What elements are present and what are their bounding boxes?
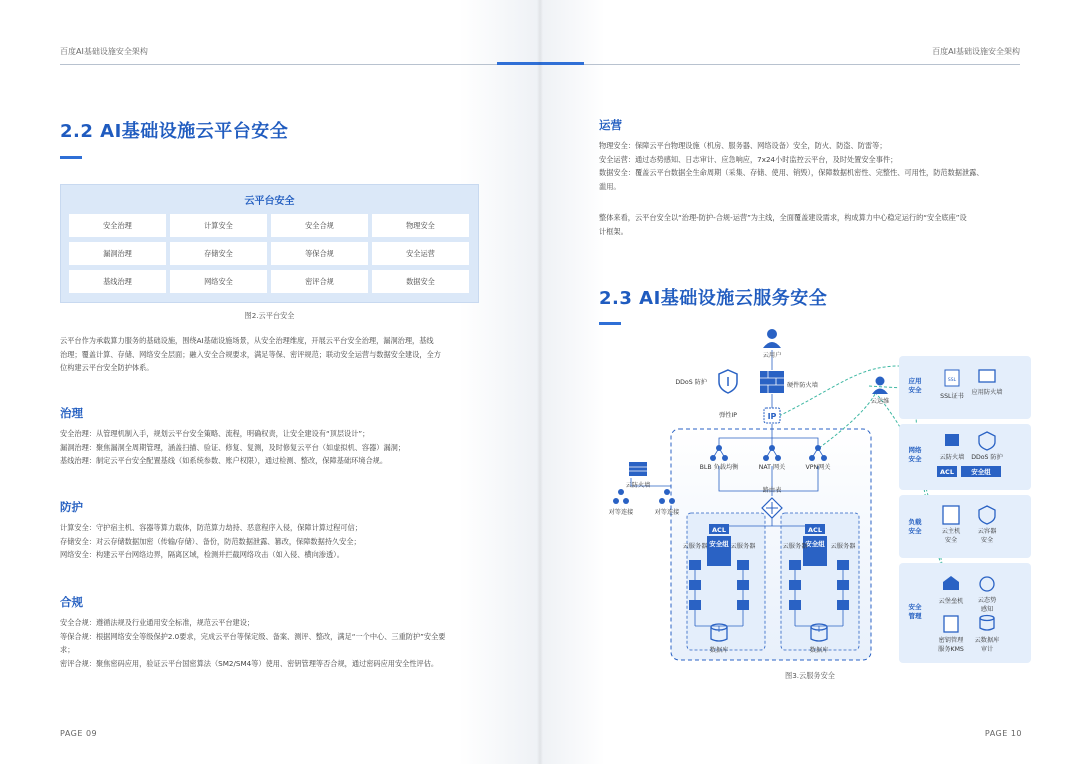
- ip-text: IP: [767, 412, 777, 421]
- label-cloud-ops: 云运维: [870, 398, 890, 405]
- section-bar: [599, 322, 621, 325]
- label-situation-2: 感知: [980, 606, 994, 613]
- label-kms-2: 服务KMS: [938, 646, 964, 653]
- cloud-user-icon: [763, 329, 781, 348]
- label-db-audit-2: 审计: [980, 646, 994, 653]
- section-title-2-2: 2.2 AI基础设施云平台安全: [60, 121, 289, 142]
- label-peer-1: 对等连接: [608, 509, 634, 516]
- header-rule-right: [540, 64, 1020, 65]
- protection-line: 存储安全：对云存储数据加密（传输/存储）、备份，防范数据泄露、篡改，保障数据持久安全；: [60, 536, 361, 546]
- label-ssl: SSL证书: [940, 393, 964, 400]
- cell-crypto-compliance: 密评合规: [271, 270, 368, 293]
- kms-icon: [944, 616, 958, 632]
- panel-cat-load-1: 负载: [908, 518, 922, 526]
- panel-cat-net-2: 安全: [908, 455, 922, 463]
- label-db-left: 数据库: [709, 647, 729, 654]
- operations-line: 物理安全：保障云平台物理设施（机房、服务器、网络设备）安全，防火、防盗、防雷等；: [599, 141, 887, 150]
- compliance-line: 求；: [60, 645, 75, 654]
- label-container-sec-2: 安全: [980, 537, 994, 544]
- cloud-firewall-icon: [629, 462, 647, 476]
- ddos-shield-icon: [719, 370, 737, 393]
- label-ddos: DDoS 防护: [675, 379, 707, 386]
- cell-network-security: 网络安全: [170, 270, 267, 293]
- summary-line: 计框架。: [599, 226, 628, 236]
- sg-left-text: 安全组: [709, 540, 729, 548]
- governance-line: 安全治理：从管理机制入手，规划云平台安全策略、流程，明确权责，让安全建设有“顶层设计”；: [60, 429, 370, 438]
- operations-paragraph: [599, 139, 1029, 193]
- figure-2-caption: 图2.云平台安全: [244, 311, 295, 320]
- operations-line: 滥用。: [599, 181, 621, 191]
- compliance-line: 密评合规：聚焦密码应用，验证云平台国密算法（SM2/SM4等）使用、密钥管理等否合规，通过密码应用安全性评估。: [60, 658, 439, 668]
- figure-title: 云平台安全: [244, 196, 295, 207]
- label-hardware-firewall: 硬件防火墙: [787, 382, 818, 389]
- label-host-sec-1: 云主机: [941, 528, 961, 535]
- protection-line: 计算安全：守护宿主机、容器等算力载体，防范算力劫持、恶意程序入侵，保障计算过程可信；: [60, 523, 362, 532]
- label-container-sec-1: 云容器: [977, 528, 997, 535]
- label-server-r2: 云服务器: [830, 543, 856, 550]
- sg-right-text: 安全组: [805, 540, 825, 548]
- label-db-right: 数据库: [809, 647, 829, 654]
- running-header-left: 百度AI基础设施安全架构: [60, 47, 148, 56]
- panel-cat-app-1: 应用: [908, 377, 922, 385]
- subheading-protection: 防护: [60, 500, 83, 514]
- waf-icon: [979, 370, 995, 382]
- cloud-platform-security-figure: [60, 184, 479, 303]
- panel-cat-mgmt-1: 安全: [908, 603, 922, 611]
- label-ddos-panel: DDoS 防护: [971, 454, 1003, 461]
- host-security-icon: [943, 506, 959, 524]
- label-blb: BLB 负载均衡: [699, 464, 739, 471]
- panel-cat-app-2: 安全: [908, 386, 922, 394]
- label-vpn: VPN网关: [805, 464, 831, 471]
- compliance-line: 等保合规：根据网络安全等级保护2.0要求，完成云平台等保定级、备案、测评、整改，满足“一个中心、三重防护”安全要: [60, 631, 446, 641]
- cell-mlps-compliance: 等保合规: [271, 242, 368, 265]
- intro-line: 治理；覆盖计算、存储、网络安全层面；融入安全合规要求，满足等保、密评规范；联动安全运营与数据安全建设，全方: [60, 349, 441, 359]
- label-peer-2: 对等连接: [654, 509, 680, 516]
- cell-vuln-governance: 漏洞治理: [69, 242, 166, 265]
- panel-cat-mgmt-2: 管理: [908, 612, 922, 620]
- intro-paragraph: [60, 334, 490, 375]
- header-accent-right: [540, 62, 584, 65]
- governance-line: 基线治理：制定云平台安全配置基线（如系统参数、账户权限），通过检测、整改，保障基础环境合规。: [60, 456, 388, 465]
- sg-panel: 安全组: [971, 468, 991, 476]
- intro-line: 云平台作为承载算力服务的基础设施，围绕AI基础设施场景，从安全治理维度，开展云平台安全治理，漏洞治理，基线: [60, 336, 434, 345]
- operations-line: 数据安全：覆盖云平台数据全生命周期（采集、存储、使用、销毁），保障数据机密性、完整性、可用性，防范数据泄露、: [599, 168, 984, 177]
- page-number-left: PAGE 09: [60, 729, 98, 738]
- governance-line: 漏洞治理：聚焦漏洞全周期管理，涵盖扫描、验证、修复、复测，及时修复云平台（如虚拟机、容器）漏洞；: [60, 442, 406, 452]
- cell-data-security: 数据安全: [372, 270, 469, 293]
- cell-security-governance: 安全治理: [69, 214, 166, 237]
- operations-line: 安全运营：通过态势感知、日志审计、应急响应，7x24小时监控云平台，及时处置安全事件；: [599, 154, 898, 164]
- peer-connection-icons: [613, 489, 675, 504]
- label-db-audit-1: 云数据库: [974, 637, 1000, 644]
- label-host-sec-2: 安全: [944, 537, 958, 544]
- running-header-right: 百度AI基础设施安全架构: [932, 47, 1020, 56]
- label-waf: 应用防火墙: [971, 389, 1003, 396]
- label-cloud-firewall: 云防火墙: [625, 482, 651, 489]
- label-elastic-ip: 弹性IP: [719, 412, 737, 419]
- subheading-compliance: 合规: [60, 595, 83, 609]
- hardware-firewall-icon: [760, 371, 784, 393]
- section-bar: [60, 156, 82, 159]
- panel-cat-net-1: 网络: [908, 446, 922, 454]
- cell-storage-security: 存储安全: [170, 242, 267, 265]
- label-cloud-user: 云用户: [762, 352, 782, 359]
- label-situation-1: 云态势: [977, 597, 997, 604]
- header-accent-left: [497, 62, 540, 65]
- cell-baseline-governance: 基线治理: [69, 270, 166, 293]
- section-title-2-3: 2.3 AI基础设施云服务安全: [599, 288, 828, 309]
- cell-security-ops: 安全运营: [372, 242, 469, 265]
- ops-user-icon: [872, 377, 888, 395]
- compliance-line: 安全合规：遵循法规及行业通用安全标准，规范云平台建设；: [60, 618, 255, 627]
- label-route-table: 路由表: [762, 487, 782, 494]
- page-number-right: PAGE 10: [984, 729, 1022, 738]
- summary-paragraph: [599, 211, 1029, 238]
- page-fold: [537, 0, 543, 764]
- compliance-paragraph: [60, 616, 490, 670]
- subheading-operations: 运营: [599, 118, 622, 132]
- label-server-r1: 云服务器: [782, 543, 808, 550]
- protection-line: 网络安全：构建云平台网络边界，隔离区域，检测并拦截网络攻击（如入侵、横向渗透）。: [60, 550, 344, 559]
- subheading-governance: 治理: [60, 406, 83, 420]
- ssl-badge: SSL: [947, 378, 957, 383]
- figure-3-caption: 图3.云服务安全: [785, 671, 835, 680]
- acl-right: ACL: [808, 526, 822, 534]
- cloud-service-security-diagram: [599, 326, 1035, 676]
- summary-line: 整体来看，云平台安全以“治理-防护-合规-运营”为主线，全面覆盖建设需求，构成算力中心稳定运行的“安全底座”设: [599, 213, 967, 222]
- label-nat: NAT 网关: [758, 464, 786, 471]
- cell-compute-security: 计算安全: [170, 214, 267, 237]
- cloud-fw-icon: [945, 434, 959, 446]
- label-bastion: 云堡垒机: [938, 598, 964, 605]
- label-server-l2: 云服务器: [730, 543, 756, 550]
- cell-security-compliance: 安全合规: [271, 214, 368, 237]
- panel-cat-load-2: 安全: [908, 527, 922, 535]
- label-server-l1: 云服务器: [682, 543, 708, 550]
- cell-physical-security: 物理安全: [372, 214, 469, 237]
- header-rule-left: [60, 64, 540, 65]
- label-cloud-fw: 云防火墙: [939, 454, 965, 461]
- acl-panel: ACL: [940, 468, 954, 476]
- intro-line: 位构建云平台安全防护体系。: [60, 363, 154, 372]
- governance-paragraph: [60, 427, 490, 468]
- acl-left: ACL: [712, 526, 726, 534]
- protection-paragraph: [60, 521, 490, 562]
- label-kms-1: 密钥管理: [938, 637, 964, 644]
